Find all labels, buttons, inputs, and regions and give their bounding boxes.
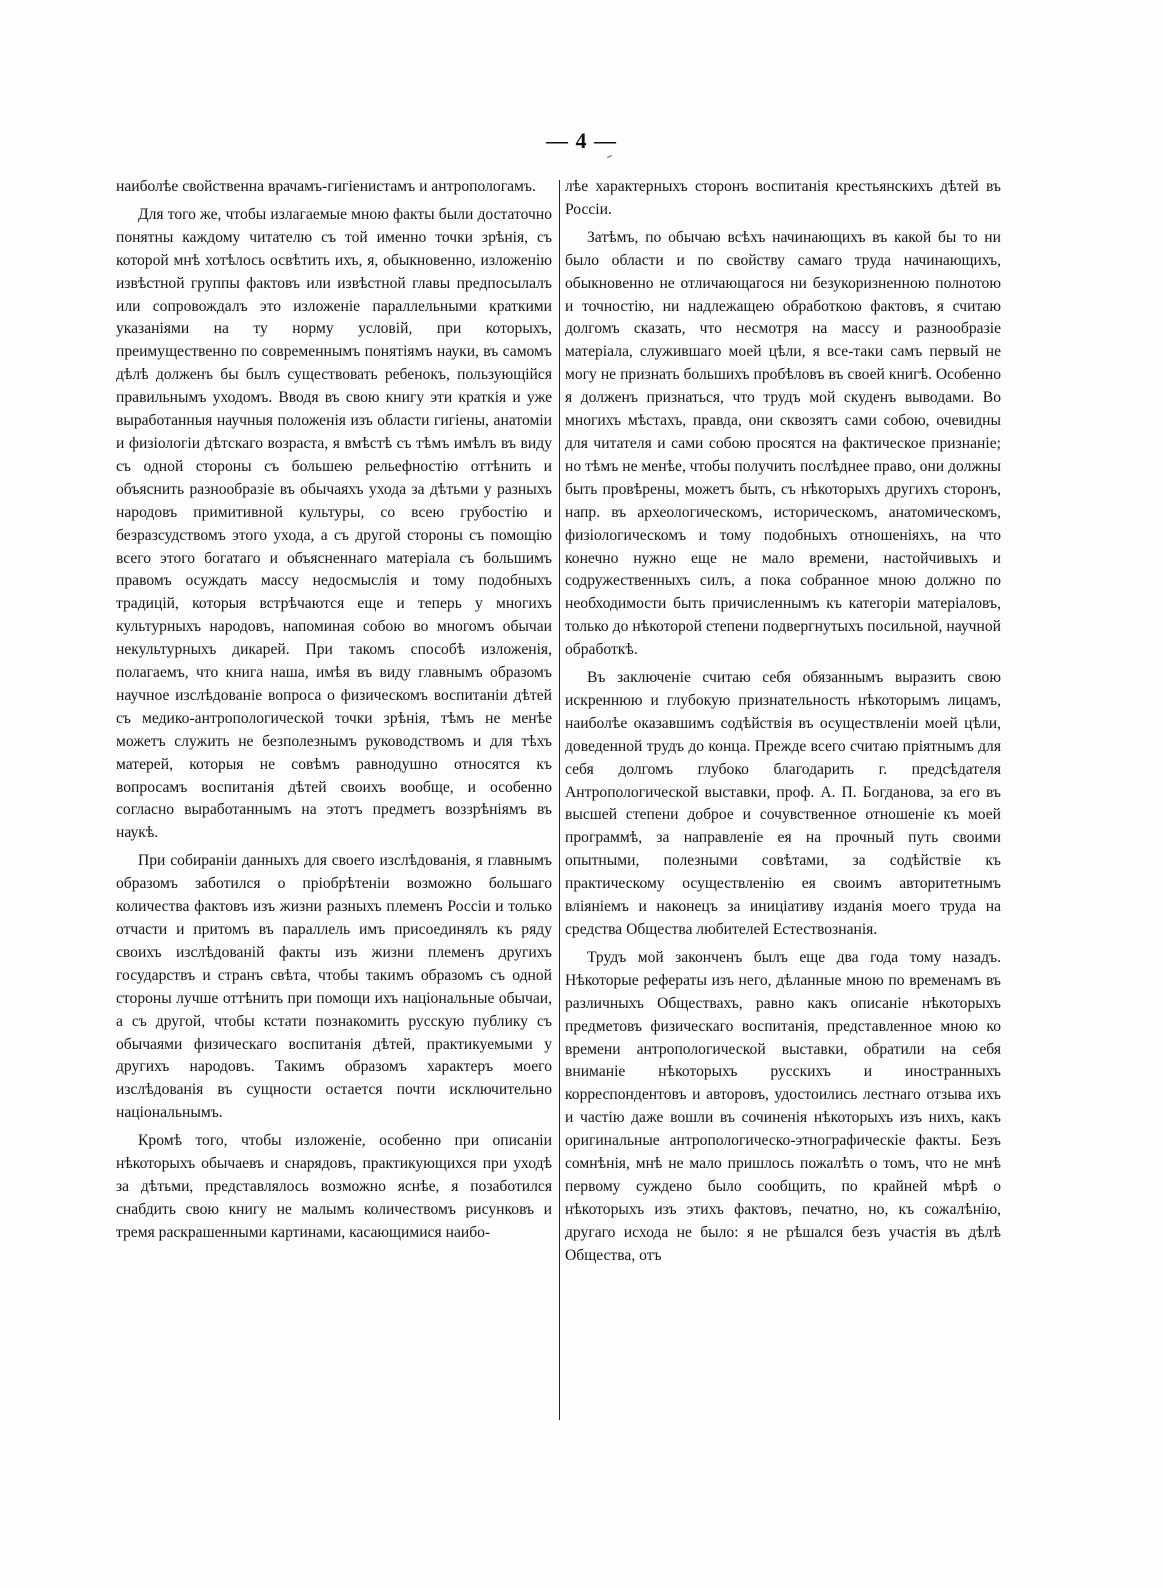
right-paragraph-2: Затѣмъ, по обычаю всѣхъ начинающихъ въ какой бы то ни было области и по свойству самаго труда начинающихъ, обыкновенно не отличающагося ни безукоризненною полнотою и точностію, ни надлежащею обработкою фактовъ, я считаю долгомъ сказать, что несмотря на массу и разнообразіе матеріала, служившаго моей цѣли, я все-таки самъ первый не могу не признать большихъ пробѣловъ въ своей книгѣ. Особенно я долженъ признаться, что трудъ мой скуденъ выводами. Во многихъ мѣстахъ, правда, они сквозятъ сами собою, очевидны для читателя и сами собою просятся на фактическое признаніе; но тѣмъ не менѣе, чтобы получить послѣднее право, они должны быть провѣрены, можетъ быть, съ нѣкоторыхъ другихъ сторонъ, напр. въ археологическомъ, историческомъ, анатомическомъ, физіологическомъ и тому подобныхъ отношеніяхъ, на что конечно нужно еще не мало времени, настойчивыхъ и содружественныхъ силъ, а пока собранное мною должно по необходимости быть причисленнымъ къ категоріи матеріаловъ, только до нѣкоторой степени подвергнутыхъ посильной, научной обработкѣ. [565, 228, 1001, 659]
print-mark [607, 155, 612, 158]
right-paragraph-4: Трудъ мой законченъ былъ еще два года тому назадъ. Нѣкоторые рефераты изъ него, дѣланные мною по временамъ въ различныхъ Обществахъ, равно какъ описаніе нѣкоторыхъ предметовъ физическаго воспитанія, представленное мною ко времени антропологической выставки, обратили на себя вниманіе нѣкоторыхъ русскихъ и иностранныхъ корреспондентовъ и авторовъ, удостоились лестнаго отзыва ихъ и частію даже вошли въ сочиненія нѣкоторыхъ изъ нихъ, какъ оригинальные антропологическо-этнографическіе факты. Безъ сомнѣнія, мнѣ не мало пришлось пожалѣть о томъ, что не мнѣ первому суждено было сообщить, по крайней мѣрѣ о нѣкоторыхъ изъ этихъ фактовъ, печатно, но, къ сожалѣнію, другаго исхода не было: я не рѣшался безъ участія въ дѣлѣ Общества, отъ [565, 948, 1001, 1264]
right-column [565, 176, 1001, 1268]
page-number: — 4 — [546, 128, 617, 153]
left-paragraph-4: Кромѣ того, чтобы изложеніе, особенно при описаніи нѣкоторыхъ обычаевъ и снарядовъ, практикующихся при уходѣ за дѣтьми, представлялось возможно яснѣе, я позаботился снабдить свою книгу не малымъ количествомъ рисунковъ и тремя раскрашенными картинами, касающимися наибо- [116, 1132, 552, 1241]
right-paragraph-3: Въ заключеніе считаю себя обязаннымъ выразить свою искреннюю и глубокую признательность нѣкоторымъ лицамъ, наиболѣе оказавшимъ содѣйствія въ осуществленіи моей цѣли, доведенной трудъ до конца. Прежде всего считаю пріятнымъ для себя долгомъ глубоко благодарить г. предсѣдателя Антропологической выставки, проф. А. П. Богданова, за его въ высшей степени доброе и сочувственное отношеніе къ моей программѣ, за направленіе ея на прочный путь своими опытными, полезными совѣтами, за содѣйствіе къ практическому осуществленію ея своимъ авторитетнымъ вліяніемъ и наконецъ за иниціативу изданія моего труда на средства Общества любителей Естествознанія. [565, 669, 1001, 938]
left-paragraph-1: наиболѣе свойственна врачамъ-гигіенистамъ и антропологамъ. [116, 178, 536, 195]
column-divider [559, 180, 560, 1420]
left-column [116, 176, 552, 1245]
left-paragraph-3: При собираніи данныхъ для своего изслѣдованія, я главнымъ образомъ заботился о пріобрѣтеніи возможно большаго количества фактовъ изъ жизни разныхъ племенъ Россіи и только отчасти и притомъ въ параллель имъ присоединялъ къ ряду своихъ изслѣдованій факты изъ жизни племенъ другихъ государствъ и странъ свѣта, чтобы такимъ образомъ съ одной стороны лучше оттѣнить при помощи ихъ національные обычаи, а съ другой, чтобы кстати познакомить русскую публику съ обычаями физическаго воспитанія дѣтей, практикуемыми у другихъ народовъ. Такимъ образомъ характеръ моего изслѣдованія въ сущности остается почти исключительно національнымъ. [116, 852, 552, 1122]
left-paragraph-2: Для того же, чтобы излагаемые мною факты были достаточно понятны каждому читателю съ той именно точки зрѣнія, съ которой мнѣ хотѣлось освѣтить ихъ, я, обыкновенно, изложенію извѣстной группы фактовъ или извѣстной главы предпосылалъ или сопровождалъ это изложеніе параллельными краткими указаніями на ту норму условій, при которыхъ, преимущественно по современнымъ понятіямъ науки, въ самомъ дѣлѣ долженъ бы былъ существовать ребенокъ, пользующійся правильнымъ уходомъ. Вводя въ свою книгу эти краткія и уже выработанныя научныя положенія изъ области гигіены, анатоміи и физіологіи дѣтскаго возраста, я вмѣстѣ съ тѣмъ имѣлъ въ виду съ одной стороны съ большею рельефностію оттѣнить и объяснить разнообразіе въ обычаяхъ ухода за дѣтьми у разныхъ народовъ примитивной культуры, со всею грубостію и безразсудствомъ этого ухода, а съ другой стороны съ помощію всего этого богатаго и объясненнаго матеріала съ большимъ правомъ осуждать массу недосмыслія и тому подобныхъ традицій, которыя встрѣчаются еще и теперь у многихъ культурныхъ народовъ, напоминая собою во многомъ обычаи некультурныхъ дикарей. При такомъ способѣ изложенія, полагаемъ, что книга наша, имѣя въ виду главнымъ образомъ научное изслѣдованіе вопроса о физическомъ воспитаніи дѣтей съ медико-антропологической точки зрѣнія, тѣмъ не менѣе можетъ служить не безполезнымъ руководствомъ и для тѣхъ матерей, которыя не совѣмъ равнодушно относятся къ вопросамъ воспитанія дѣтей своихъ вообще, и особенно согласно выработаннымъ на этотъ предметъ воззрѣніямъ въ наукѣ. [116, 205, 552, 842]
right-paragraph-1: лѣе характерныхъ сторонъ воспитанія крестьянскихъ дѣтей въ Россіи. [565, 178, 1001, 218]
